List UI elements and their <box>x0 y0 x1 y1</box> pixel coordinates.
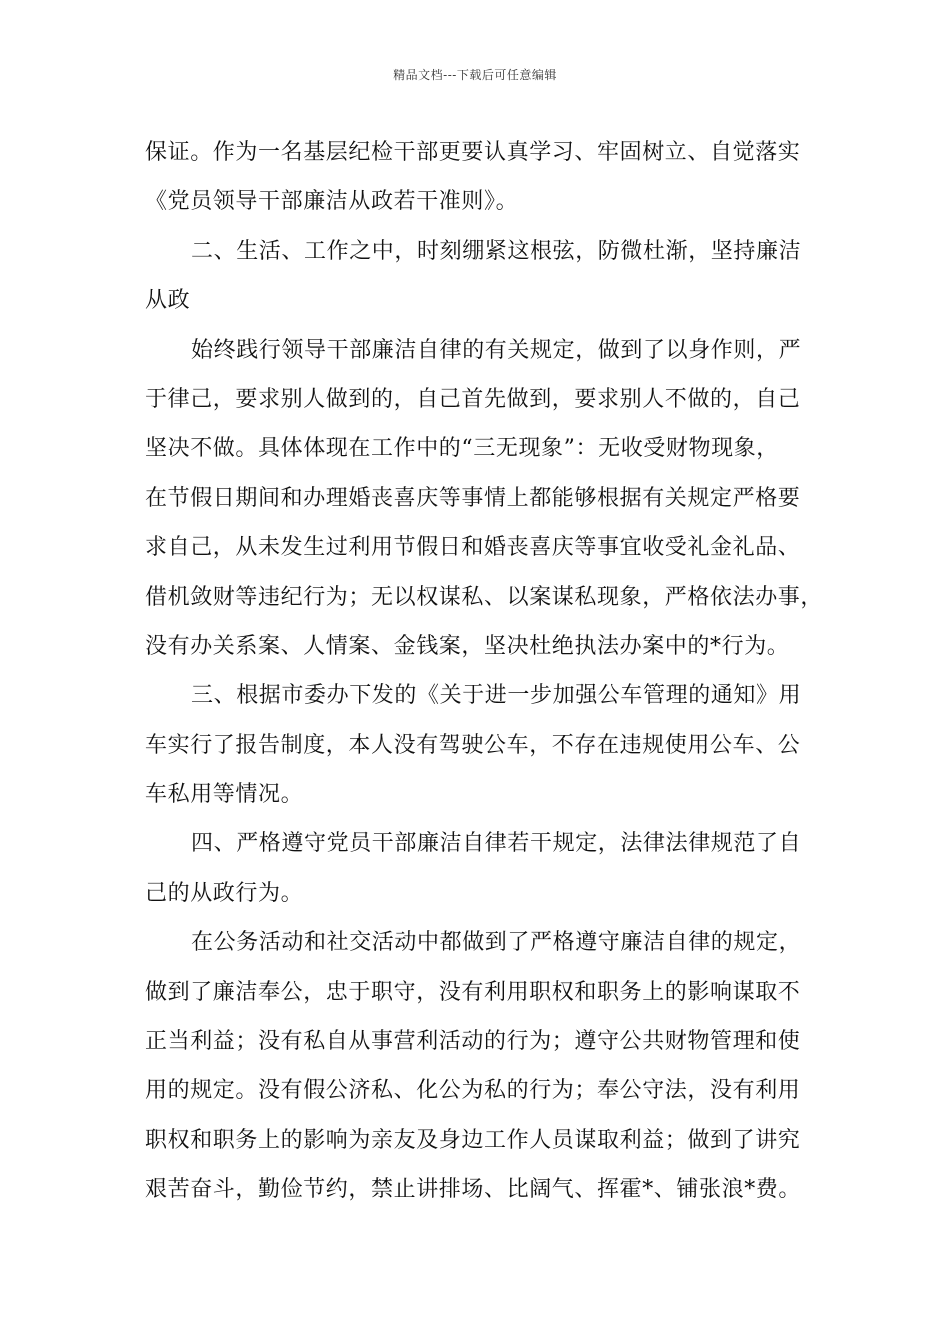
text-line: 始终践行领导干部廉洁自律的有关规定，做到了以身作则，严 <box>191 337 802 363</box>
page-header: 精品文档---下载后可任意编辑 <box>393 68 557 82</box>
text-line: 职权和职务上的影响为亲友及身边工作人员谋取利益；做到了讲究 <box>145 1127 801 1153</box>
text-line: 二、生活、工作之中，时刻绷紧这根弦，防微杜渐，坚持廉洁 <box>191 238 802 264</box>
text-line: 保证。作为一名基层纪检干部更要认真学习、牢固树立、自觉落实 <box>145 140 801 165</box>
text-line: 借机敛财等违纪行为；无以权谋私、以案谋私现象，严格依法办事， <box>145 584 824 610</box>
text-line: 从政 <box>145 288 191 314</box>
text-line: 三、根据市委办下发的《关于进一步加强公车管理的通知》用 <box>191 683 802 709</box>
text-line: 《党员领导干部廉洁从政若干准则》。 <box>145 189 519 215</box>
text-line: 车私用等情况。 <box>145 782 304 808</box>
text-line: 没有办关系案、人情案、金钱案，坚决杜绝执法办案中的*行为。 <box>145 633 790 659</box>
text-line: 四、严格遵守党员干部廉洁自律若干规定，法律法律规范了自 <box>191 831 802 857</box>
text-line: 于律己，要求别人做到的，自己首先做到，要求别人不做的，自己 <box>145 386 801 412</box>
document-body <box>145 128 824 1215</box>
text-line: 用的规定。没有假公济私、化公为私的行为；奉公守法，没有利用 <box>145 1078 801 1104</box>
text-line: 己的从政行为。 <box>145 880 304 906</box>
text-line: 在公务活动和社交活动中都做到了严格遵守廉洁自律的规定， <box>191 930 802 956</box>
text-line: 求自己，从未发生过利用节假日和婚丧喜庆等事宜收受礼金礼品、 <box>145 535 801 561</box>
text-line: 在节假日期间和办理婚丧喜庆等事情上都能够根据有关规定严格要 <box>145 485 801 511</box>
text-line: 艰苦奋斗，勤俭节约，禁止讲排场、比阔气、挥霍*、铺张浪*费。 <box>145 1177 802 1203</box>
text-line: 坚决不做。具体体现在工作中的“三无现象”：无收受财物现象， <box>145 436 779 462</box>
text-line: 做到了廉洁奉公，忠于职守，没有利用职权和职务上的影响谋取不 <box>145 979 801 1005</box>
text-line: 正当利益；没有私自从事营利活动的行为；遵守公共财物管理和使 <box>145 1029 801 1055</box>
text-line: 车实行了报告制度，本人没有驾驶公车，不存在违规使用公车、公 <box>145 732 801 758</box>
